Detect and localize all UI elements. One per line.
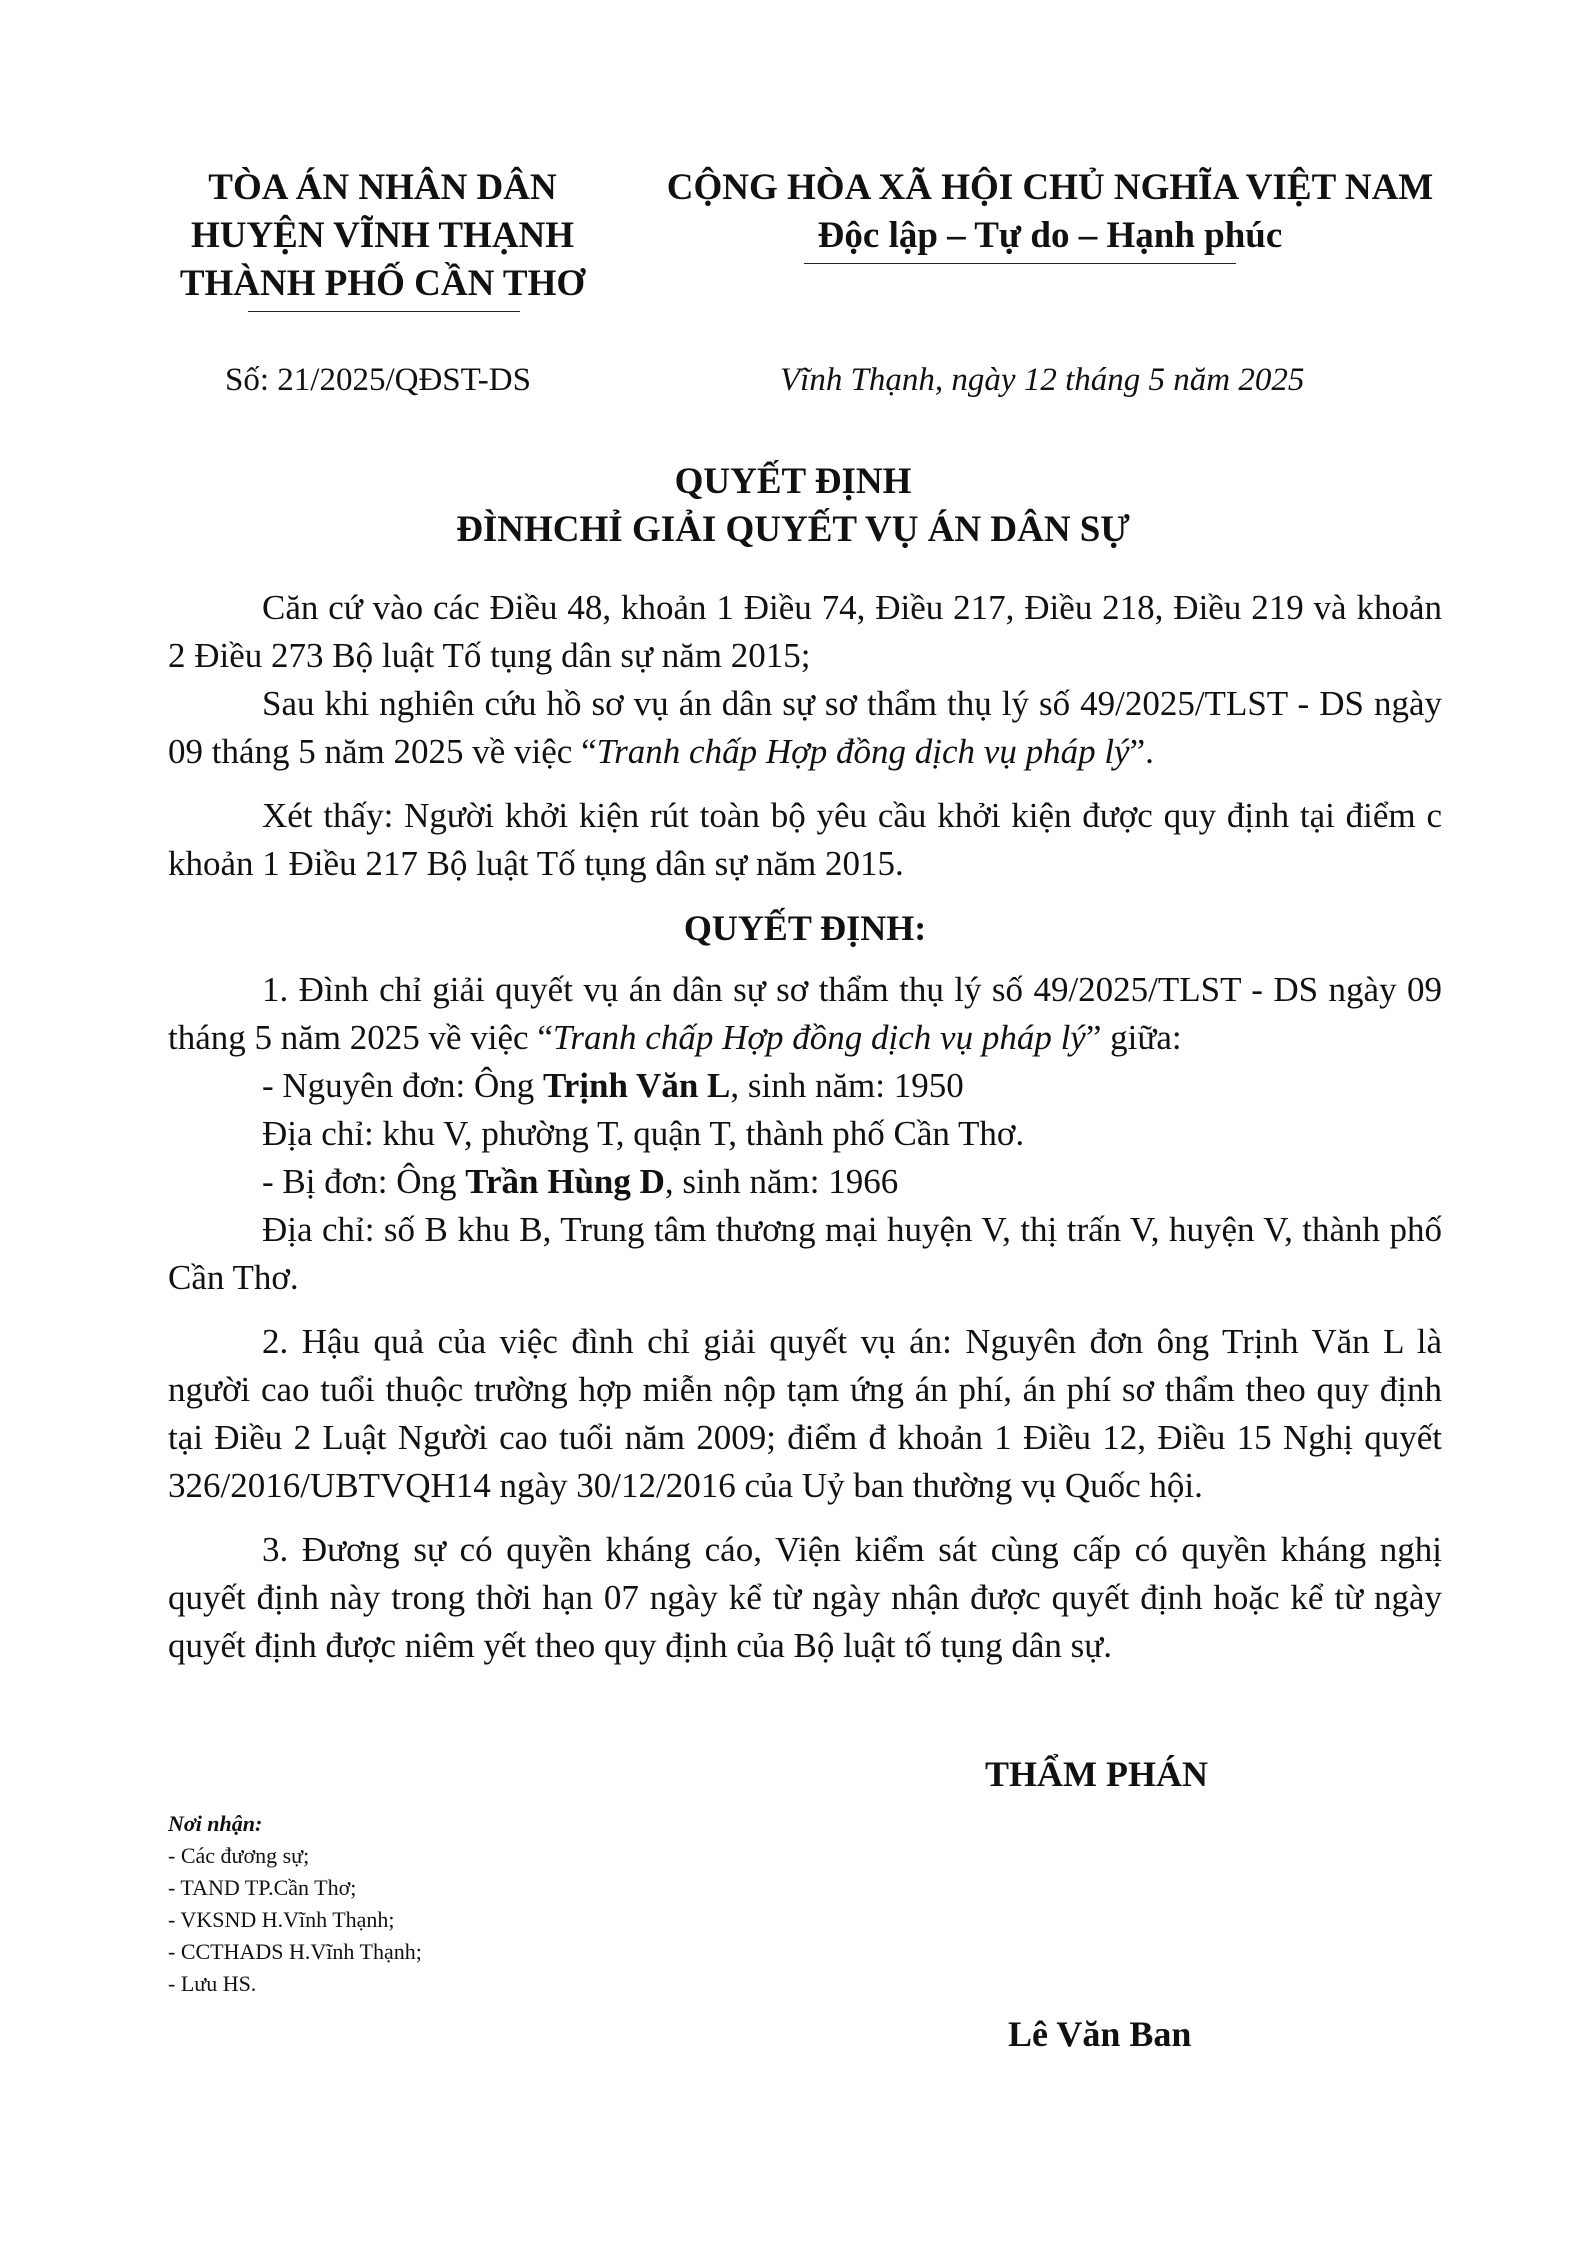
national-heading [610, 164, 1490, 260]
nation-motto: Độc lập – Tự do – Hạnh phúc [817, 215, 1283, 256]
recipients [168, 1808, 422, 2000]
defendant-birth: , sinh năm: 1966 [664, 1162, 899, 1201]
defendant-name: Trần Hùng D [465, 1162, 665, 1201]
motto-underline [804, 263, 1236, 264]
signer-name: Lê Văn Ban [1008, 2014, 1192, 2054]
court-name [160, 164, 605, 308]
decision-heading: QUYẾT ĐỊNH: [683, 908, 927, 948]
plaintiff-birth: , sinh năm: 1950 [730, 1066, 964, 1105]
document-title [0, 458, 1586, 554]
court-underline [248, 311, 520, 312]
recipient-item: - CCTHADS H.Vĩnh Thạnh; [168, 1939, 422, 1964]
defendant-prefix: - Bị đơn: Ông [262, 1162, 466, 1201]
item-1 [168, 966, 1442, 1062]
plaintiff-address: Địa chỉ: khu V, phường T, quận T, thành phố Cần Thơ. [262, 1114, 1025, 1153]
preamble-case-review [168, 680, 1442, 776]
item-1-end: ” giữa: [1085, 1018, 1182, 1057]
item-2: 2. Hậu quả của việc đình chỉ giải quyết vụ án: Nguyên đơn ông Trịnh Văn L là người cao tuổi thuộc trường hợp miễn nộp tạm ứng án phí, án phí sơ thẩm theo quy định tại Điều 2 Luật Người cao tuổi năm 2009; điểm đ khoản 1 Điều 12, Điều 15 Nghị quyết 326/2016/UBTVQH14 ngày 30/12/2016 của Uỷ ban thường vụ Quốc hội. [168, 1322, 1442, 1505]
plaintiff-name: Trịnh Văn L [542, 1066, 731, 1105]
title-line-2: ĐÌNHCHỈ GIẢI QUYẾT VỤ ÁN DÂN SỰ [456, 509, 1130, 550]
recipient-item: - Các đương sự; [168, 1843, 310, 1868]
recipients-label: Nơi nhận: [168, 1811, 263, 1836]
preamble-finding: Xét thấy: Người khởi kiện rút toàn bộ yêu cầu khởi kiện được quy định tại điểm c khoản 1 Điều 217 Bộ luật Tố tụng dân sự năm 2015. [168, 796, 1442, 883]
item-3: 3. Đương sự có quyền kháng cáo, Viện kiểm sát cùng cấp có quyền kháng nghị quyết định này trong thời hạn 07 ngày kể từ ngày nhận được quyết định hoặc kể từ ngày quyết định được niêm yết theo quy định của Bộ luật tố tụng dân sự. [168, 1530, 1442, 1665]
preamble-case-end: ”. [1129, 732, 1154, 771]
case-subject: Tranh chấp Hợp đồng dịch vụ pháp lý [596, 732, 1130, 771]
defendant-line [168, 1158, 1442, 1206]
item-1-text: 1. Đình chỉ giải quyết vụ án dân sự sơ thẩm thụ lý số 49/2025/TLST - DS ngày 09 tháng 5 năm 2025 về việc “ [168, 970, 1442, 1057]
preamble-legal-basis: Căn cứ vào các Điều 48, khoản 1 Điều 74, Điều 217, Điều 218, Điều 219 và khoản 2 Điều 273 Bộ luật Tố tụng dân sự năm 2015; [168, 588, 1442, 675]
plaintiff-prefix: - Nguyên đơn: Ông [262, 1066, 543, 1105]
place-date: Vĩnh Thạnh, ngày 12 tháng 5 năm 2025 [780, 362, 1305, 398]
court-line-3: THÀNH PHỐ CẦN THƠ [179, 263, 586, 304]
recipient-item: - TAND TP.Cần Thơ; [168, 1875, 357, 1900]
court-line-2: HUYỆN VĨNH THẠNH [190, 215, 575, 256]
judge-title: THẨM PHÁN [985, 1754, 1208, 1794]
document-body [168, 584, 1442, 1670]
document-number: Số: 21/2025/QĐST-DS [225, 362, 531, 398]
item-1-subject: Tranh chấp Hợp đồng dịch vụ pháp lý [552, 1018, 1086, 1057]
defendant-address: Địa chỉ: số B khu B, Trung tâm thương mại huyện V, thị trấn V, huyện V, thành phố Cần Thơ. [168, 1210, 1442, 1297]
nation-title: CỘNG HÒA XÃ HỘI CHỦ NGHĨA VIỆT NAM [666, 167, 1434, 208]
recipient-item: - VKSND H.Vĩnh Thạnh; [168, 1907, 395, 1932]
preamble-case-text: Sau khi nghiên cứu hồ sơ vụ án dân sự sơ thẩm thụ lý số 49/2025/TLST - DS ngày 09 tháng 5 năm 2025 về việc “ [168, 684, 1442, 771]
plaintiff-line [168, 1062, 1442, 1110]
recipient-item: - Lưu HS. [168, 1971, 257, 1996]
court-line-1: TÒA ÁN NHÂN DÂN [208, 167, 557, 208]
title-line-1: QUYẾT ĐỊNH [674, 461, 912, 502]
